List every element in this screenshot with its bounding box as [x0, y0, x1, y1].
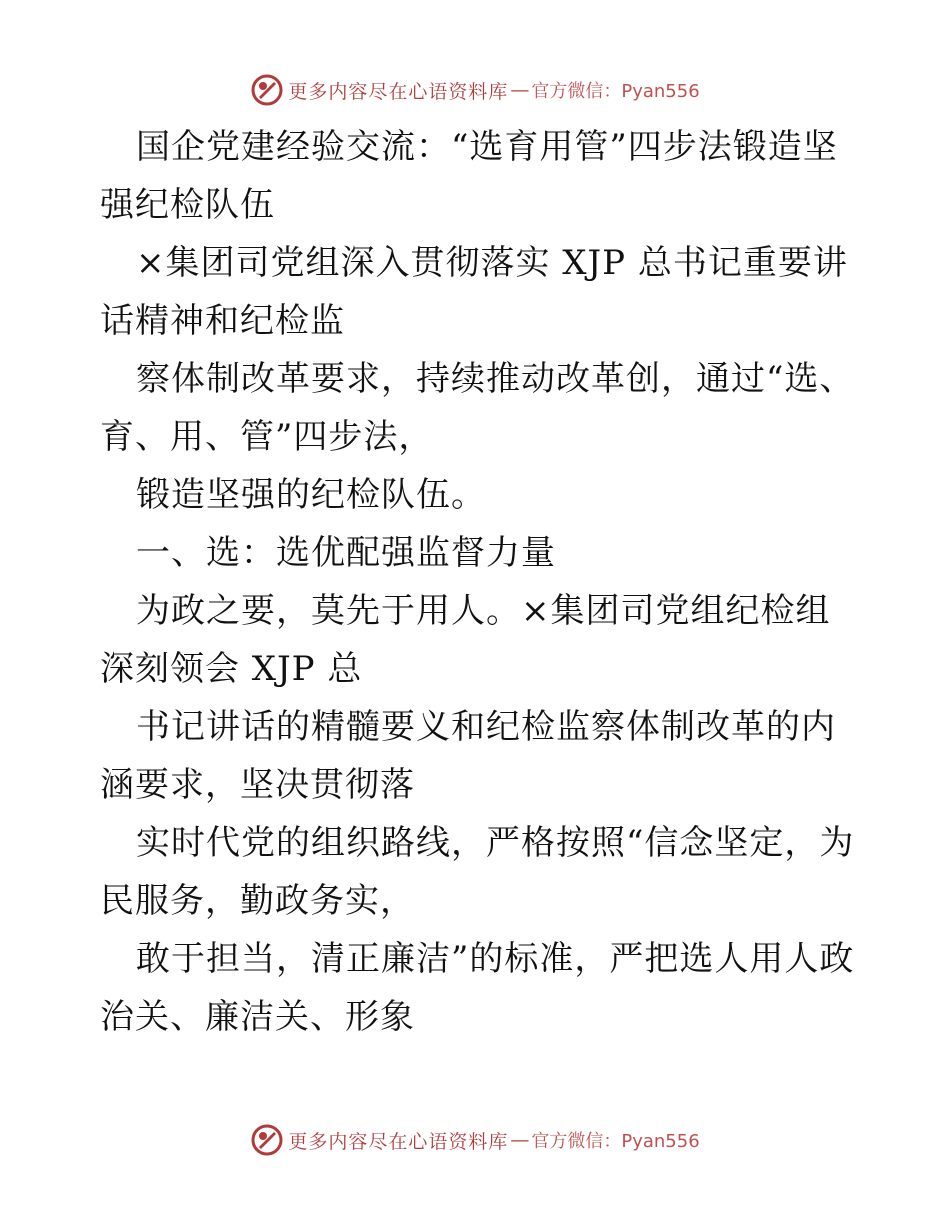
logo-icon [250, 1123, 284, 1157]
banner-contact: 官方微信：Pyan556 [531, 1131, 700, 1152]
section-heading: 一、选：选优配强监督力量 [136, 533, 556, 573]
document-body [100, 118, 860, 1046]
paragraph: 实时代党的组织路线，严格按照“信念坚定，为民服务，勤政务实， [100, 823, 855, 921]
paragraph: ×集团司党组深入贯彻落实 XJP 总书记重要讲话精神和纪检监 [100, 243, 848, 341]
banner-separator: — [510, 1129, 530, 1151]
banner-separator: — [510, 79, 530, 101]
paragraph: 书记讲话的精髓要义和纪检监察体制改革的内涵要求，坚决贯彻落 [100, 707, 836, 805]
banner-text: 更多内容尽在心语资料库 [288, 1130, 509, 1153]
paragraph: 为政之要，莫先于用人。×集团司党组纪检组深刻领会 XJP 总 [100, 591, 831, 689]
paragraph: 锻造坚强的纪检队伍。 [136, 475, 486, 515]
document-title: 国企党建经验交流：“选育用管”四步法锻造坚强纪检队伍 [100, 127, 838, 225]
footer-banner [0, 1120, 950, 1160]
banner-contact: 官方微信：Pyan556 [531, 81, 700, 102]
paragraph: 敢于担当，清正廉洁”的标准，严把选人用人政治关、廉洁关、形象 [100, 939, 855, 1037]
logo-icon [250, 73, 284, 107]
header-banner [0, 70, 950, 110]
paragraph: 察体制改革要求，持续推动改革创，通过“选、育、用、管”四步法， [100, 359, 855, 457]
banner-text: 更多内容尽在心语资料库 [288, 80, 509, 103]
